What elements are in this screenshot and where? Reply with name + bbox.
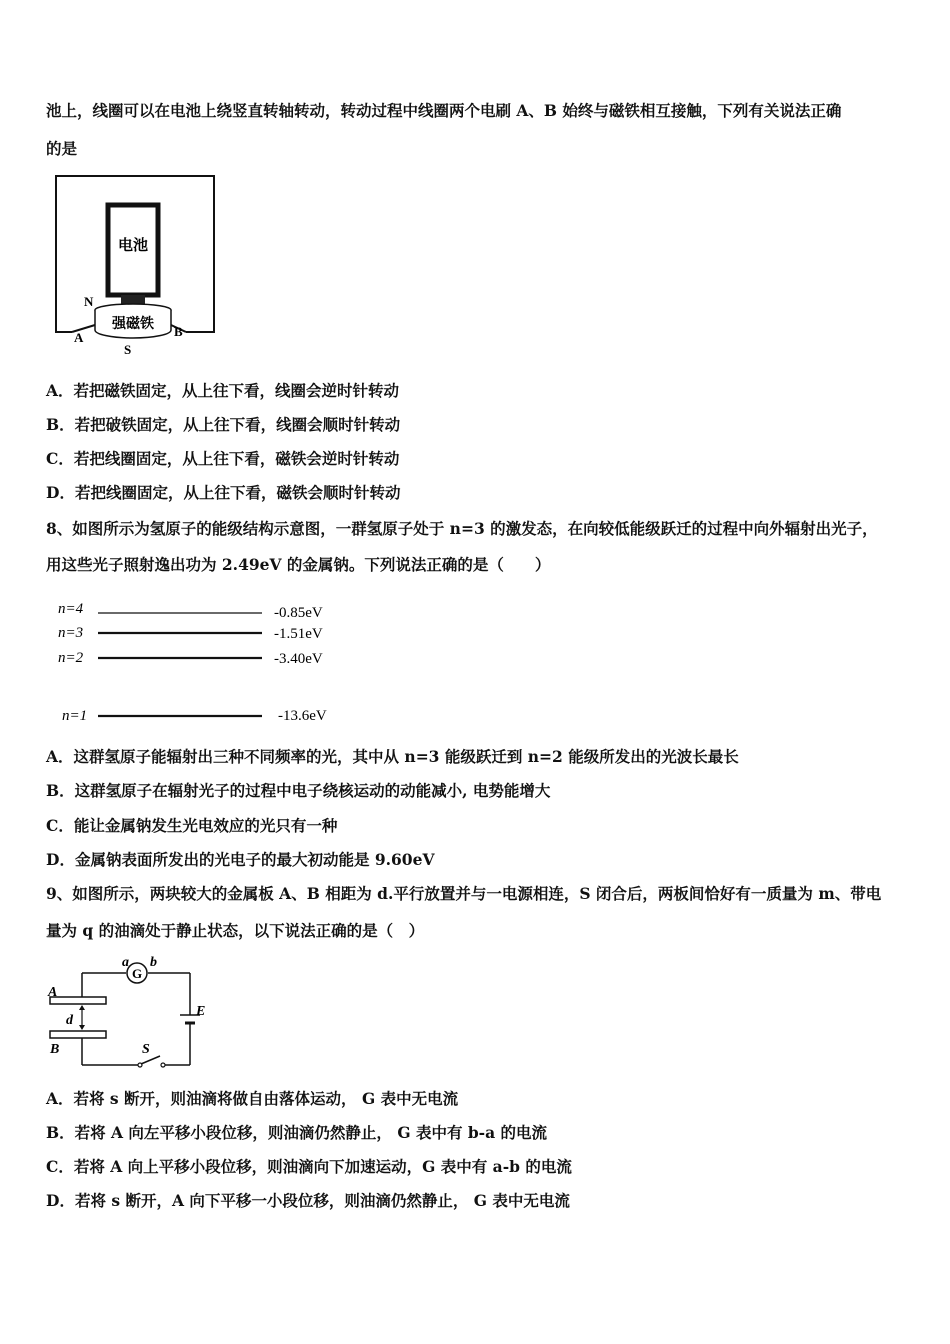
switch-S <box>141 1056 160 1064</box>
q8-energy-level-diagram <box>50 596 350 731</box>
label-b: b <box>150 955 157 970</box>
label-a: a <box>122 955 129 970</box>
q8-option-b: B．这群氢原子在辐射光子的过程中电子绕核运动的动能减小, 电势能增大 <box>46 781 551 800</box>
level-n3-label: n=3 <box>58 625 84 641</box>
q7-option-b: B．若把破铁固定，从上往下看，线圈会顺时针转动 <box>46 415 401 434</box>
q8-option-a: A．这群氢原子能辐射出三种不同频率的光，其中从 n=3 能级跃迁到 n=2 能级所发出的光波长最长 <box>46 747 739 766</box>
q9-option-d: D．若将 s 断开，A 向下平移一小段位移，则油滴仍然静止， G 表中无电流 <box>46 1191 570 1210</box>
plate-B <box>50 1031 106 1038</box>
label-B: B <box>174 324 183 339</box>
q7-option-c: C．若把线圈固定，从上往下看，磁铁会逆时针转动 <box>46 449 400 468</box>
q8-stem-line2: 用这些光子照射逸出功为 2.49eV 的金属钠。下列说法正确的是（ ） <box>46 555 551 574</box>
label-A: A <box>74 330 84 345</box>
label-E: E <box>196 1004 206 1019</box>
level-n3-energy: -1.51eV <box>274 626 323 642</box>
q7-option-d: D．若把线圈固定，从上往下看，磁铁会顺时针转动 <box>46 483 401 502</box>
q9-circuit-diagram <box>44 953 214 1073</box>
q8-option-d: D．金属钠表面所发出的光电子的最大初动能是 9.60eV <box>46 850 435 869</box>
label-S: S <box>124 342 132 357</box>
q7-figure <box>46 170 226 360</box>
label-S: S <box>142 1042 150 1057</box>
level-n2-label: n=2 <box>58 650 84 666</box>
q9-option-a: A．若将 s 断开，则油滴将做自由落体运动， G 表中无电流 <box>46 1089 459 1108</box>
q9-stem-line1: 9、如图所示，两块较大的金属板 A、B 相距为 d.平行放置并与一电源相连，S 闭合后，两板间恰好有一质量为 m、带电 <box>46 884 882 903</box>
level-n2-energy: -3.40eV <box>274 651 323 667</box>
q8-option-c: C．能让金属钠发生光电效应的光只有一种 <box>46 816 338 835</box>
label-plate-A: A <box>48 985 58 1000</box>
q9-option-c: C．若将 A 向上平移小段位移，则油滴向下加速运动，G 表中有 a-b 的电流 <box>46 1157 572 1176</box>
q9-option-b: B．若将 A 向左平移小段位移，则油滴仍然静止， G 表中有 b-a 的电流 <box>46 1123 548 1142</box>
level-n1-label: n=1 <box>62 708 88 724</box>
battery-label: 电池 <box>117 238 149 254</box>
level-n4-energy: -0.85eV <box>274 605 323 621</box>
level-n1-energy: -13.6eV <box>278 708 327 724</box>
plate-A <box>50 997 106 1004</box>
galvanometer-label: G <box>131 966 143 981</box>
label-plate-B: B <box>50 1042 60 1057</box>
q7-intro-line1: 池上，线圈可以在电池上绕竖直转轴转动，转动过程中线圈两个电刷 A、B 始终与磁铁相互接触，下列有关说法正确 <box>46 101 842 120</box>
level-n4-label: n=4 <box>58 601 84 617</box>
q8-stem-line1: 8、如图所示为氢原子的能级结构示意图，一群氢原子处于 n=3 的激发态，在向较低能级跃迁的过程中向外辐射出光子， <box>46 519 878 538</box>
q7-intro-line2: 的是 <box>46 139 78 158</box>
q9-stem-line2: 量为 q 的油滴处于静止状态，以下说法正确的是（ ） <box>46 921 425 940</box>
q7-option-a: A．若把磁铁固定，从上往下看，线圈会逆时针转动 <box>46 381 400 400</box>
magnet-label: 强磁铁 <box>112 317 154 332</box>
label-d: d <box>66 1013 73 1028</box>
label-N: N <box>84 294 94 309</box>
